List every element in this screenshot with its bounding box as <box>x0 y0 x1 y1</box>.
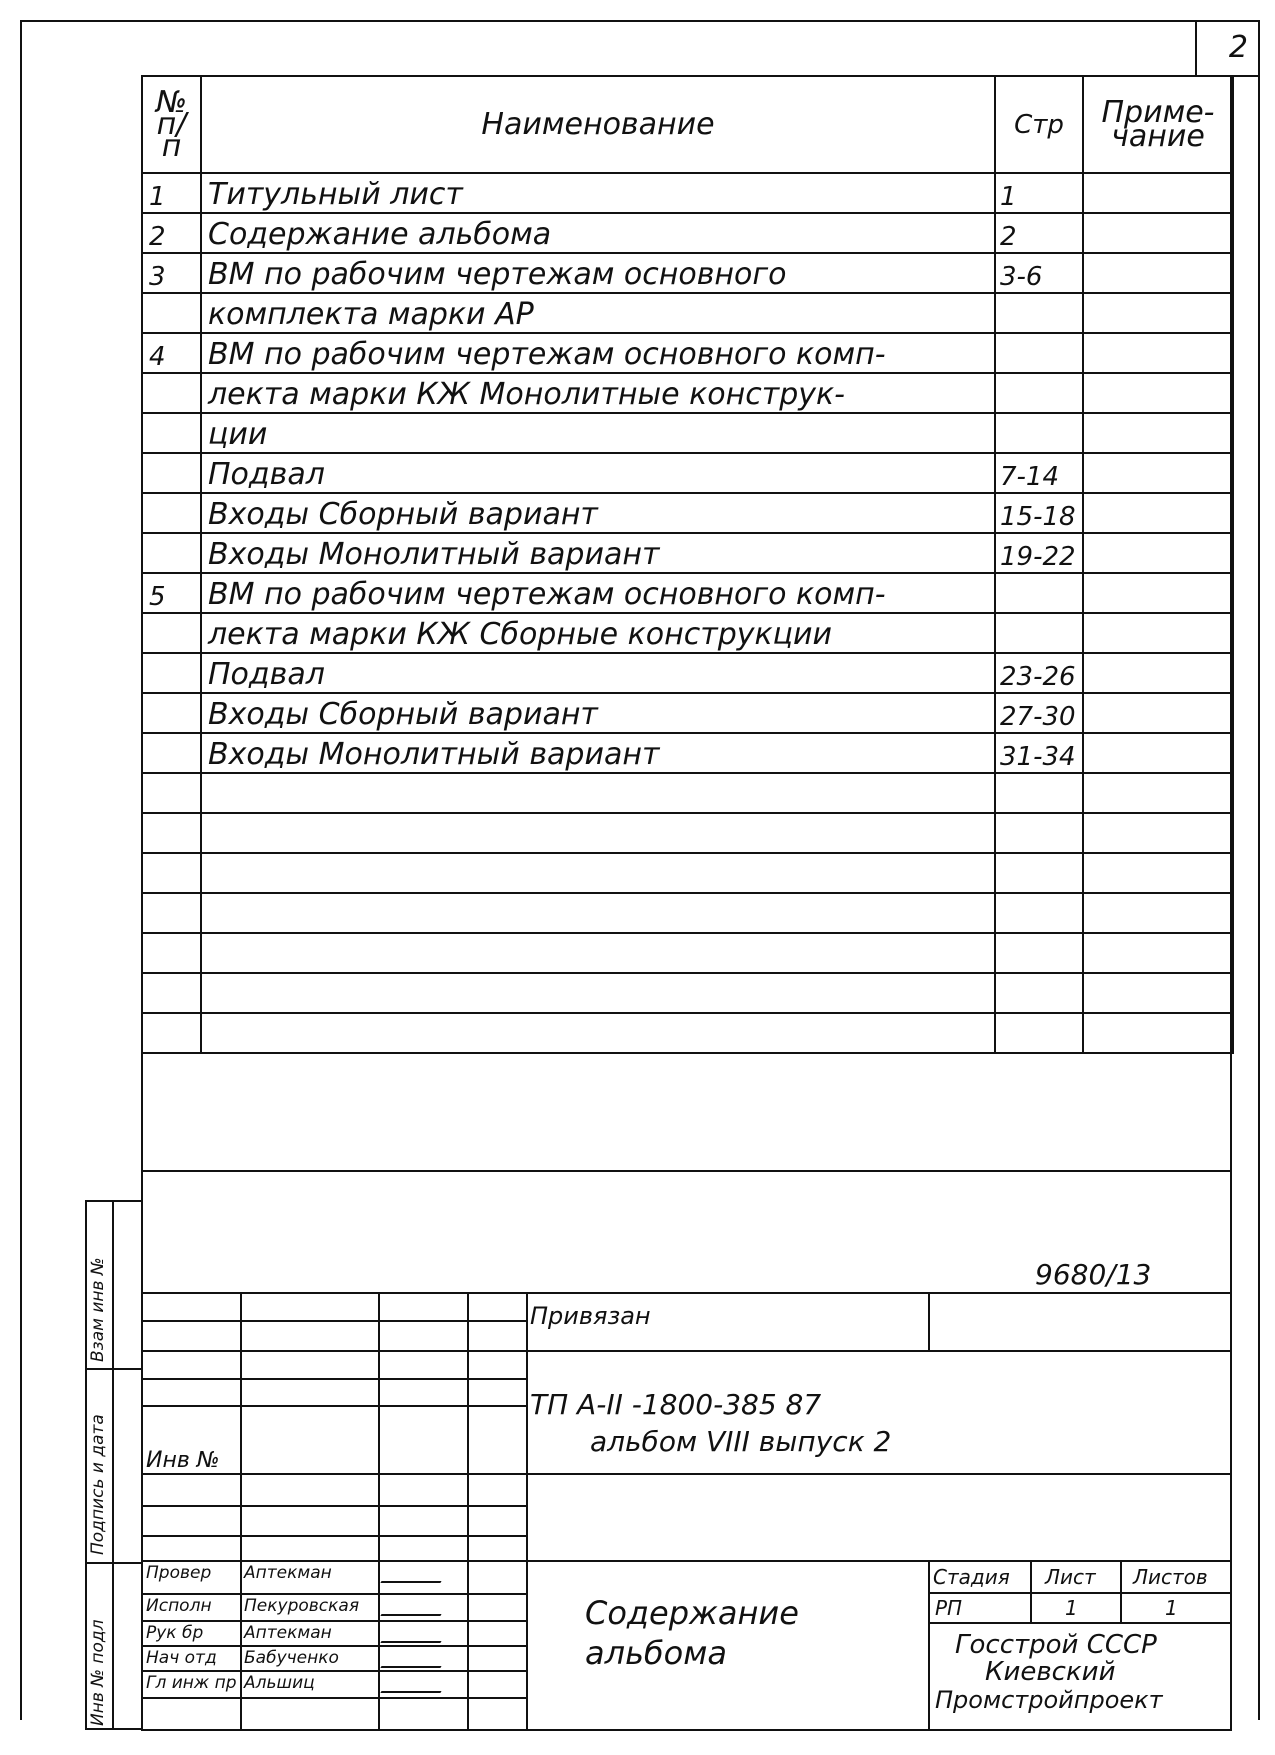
table-row <box>142 533 1233 573</box>
row-name: комплекта марки АР <box>201 293 995 333</box>
signature-role: Рук бр <box>146 1623 204 1643</box>
row-note <box>1083 973 1233 1013</box>
row-name: ВМ по рабочим чертежам основного комп- <box>201 333 995 373</box>
label-inv-replacement: Взам инв № <box>88 1257 108 1362</box>
row-name: Подвал <box>201 653 995 693</box>
doc-number: 9680/13 <box>1035 1258 1152 1291</box>
row-num <box>142 693 201 733</box>
signature-scribble-icon <box>380 1600 449 1616</box>
stage-value: РП <box>935 1596 963 1620</box>
org-line-2: Киевский <box>985 1657 1116 1687</box>
tb-v-5 <box>928 1292 930 1350</box>
row-num <box>142 653 201 693</box>
signature-name: Альшиц <box>244 1673 315 1693</box>
row-note <box>1083 293 1233 333</box>
table-row <box>142 573 1233 613</box>
row-name: Содержание альбома <box>201 213 995 253</box>
table-row <box>142 173 1233 213</box>
row-page <box>995 293 1083 333</box>
table-row <box>142 773 1233 813</box>
row-name: Входы Монолитный вариант <box>201 733 995 773</box>
row-name: ВМ по рабочим чертежам основного комп- <box>201 573 995 613</box>
row-page <box>995 333 1083 373</box>
sheet-label: Лист <box>1045 1565 1096 1589</box>
row-page: 15-18 <box>995 493 1083 533</box>
row-num <box>142 933 201 973</box>
table-row <box>142 733 1233 773</box>
label-sign-date: Подпись и дата <box>88 1414 108 1555</box>
row-name: Входы Сборный вариант <box>201 493 995 533</box>
table-row <box>142 613 1233 653</box>
row-num <box>142 453 201 493</box>
row-num <box>142 893 201 933</box>
signature-role: Нач отд <box>146 1648 217 1668</box>
tb-v-1 <box>240 1292 242 1731</box>
org-line-1: Госстрой СССР <box>955 1630 1157 1660</box>
side-divider-1 <box>85 1368 143 1370</box>
row-num: 5 <box>142 573 201 613</box>
table-row <box>142 973 1233 1013</box>
row-note <box>1083 733 1233 773</box>
tb-v-stage-2 <box>1120 1560 1122 1622</box>
label-inv-original: Инв № подл <box>88 1619 108 1726</box>
row-name <box>201 813 995 853</box>
header-name: Наименование <box>201 76 995 173</box>
sheet-value: 1 <box>1065 1596 1078 1620</box>
row-page: 23-26 <box>995 653 1083 693</box>
row-num <box>142 773 201 813</box>
signature-scribble-icon <box>380 1567 449 1583</box>
row-page <box>995 853 1083 893</box>
table-row <box>142 413 1233 453</box>
row-name: Входы Сборный вариант <box>201 693 995 733</box>
album-line: альбом VIII выпуск 2 <box>590 1425 892 1458</box>
row-num <box>142 853 201 893</box>
table-row <box>142 373 1233 413</box>
row-note <box>1083 333 1233 373</box>
table-row <box>142 493 1233 533</box>
frame-top-line <box>20 20 1260 22</box>
table-row <box>142 653 1233 693</box>
table-row <box>142 293 1233 333</box>
row-page: 3-6 <box>995 253 1083 293</box>
table-row <box>142 693 1233 733</box>
row-name <box>201 853 995 893</box>
row-note <box>1083 493 1233 533</box>
row-note <box>1083 453 1233 493</box>
row-name: Подвал <box>201 453 995 493</box>
table-row <box>142 253 1233 293</box>
row-page <box>995 373 1083 413</box>
table-header-row <box>142 76 1233 173</box>
tb-h-6 <box>141 1473 1232 1475</box>
table-row <box>142 453 1233 493</box>
tb-h-stage-2 <box>928 1622 1232 1624</box>
row-note <box>1083 653 1233 693</box>
row-name <box>201 1013 995 1053</box>
row-num <box>142 373 201 413</box>
row-num: 1 <box>142 173 201 213</box>
tb-v-4 <box>526 1292 528 1731</box>
row-note <box>1083 693 1233 733</box>
table-row <box>142 933 1233 973</box>
signature-role: Исполн <box>146 1596 212 1616</box>
signature-name: Пекуровская <box>244 1596 360 1616</box>
contents-table <box>141 75 1234 1054</box>
row-name: лекта марки КЖ Сборные конструкции <box>201 613 995 653</box>
row-num: 2 <box>142 213 201 253</box>
row-page: 7-14 <box>995 453 1083 493</box>
row-num <box>142 293 201 333</box>
row-page: 31-34 <box>995 733 1083 773</box>
row-note <box>1083 613 1233 653</box>
signature-scribble-icon <box>380 1627 449 1643</box>
signature-role: Гл инж пр <box>146 1673 237 1693</box>
row-page <box>995 893 1083 933</box>
row-note <box>1083 773 1233 813</box>
row-num <box>142 1013 201 1053</box>
table-row <box>142 1013 1233 1053</box>
tb-h-1 <box>141 1292 1232 1294</box>
row-num <box>142 533 201 573</box>
row-num <box>142 813 201 853</box>
row-page: 1 <box>995 173 1083 213</box>
org-line-3: Промстройпроект <box>935 1686 1163 1714</box>
sheets-value: 1 <box>1165 1596 1178 1620</box>
inv-label: Инв № <box>146 1448 220 1473</box>
row-note <box>1083 373 1233 413</box>
tb-v-2 <box>378 1292 380 1731</box>
row-name: ции <box>201 413 995 453</box>
row-name: ВМ по рабочим чертежам основного <box>201 253 995 293</box>
row-page <box>995 573 1083 613</box>
row-page: 19-22 <box>995 533 1083 573</box>
row-name: лекта марки КЖ Монолитные конструк- <box>201 373 995 413</box>
attached-label: Привязан <box>530 1302 651 1330</box>
row-page: 2 <box>995 213 1083 253</box>
row-note <box>1083 413 1233 453</box>
row-note <box>1083 253 1233 293</box>
tb-v-stage-1 <box>1030 1560 1032 1622</box>
row-page <box>995 933 1083 973</box>
row-page <box>995 813 1083 853</box>
signature-role: Провер <box>146 1563 212 1583</box>
signature-scribble-icon <box>380 1677 449 1693</box>
signature-name: Аптекман <box>244 1623 332 1643</box>
row-num: 3 <box>142 253 201 293</box>
row-num <box>142 613 201 653</box>
row-note <box>1083 533 1233 573</box>
signature-scribble-icon <box>380 1652 449 1668</box>
row-note <box>1083 213 1233 253</box>
row-name: Входы Монолитный вариант <box>201 533 995 573</box>
sheet-number: 2 <box>1228 30 1248 65</box>
row-note <box>1083 1013 1233 1053</box>
signature-name: Бабученко <box>244 1648 339 1668</box>
row-note <box>1083 933 1233 973</box>
tb-v-6 <box>928 1560 930 1731</box>
tb-h-9 <box>141 1560 1232 1562</box>
row-num <box>142 493 201 533</box>
table-row <box>142 213 1233 253</box>
row-page <box>995 973 1083 1013</box>
project-code: ТП А-II -1800-385 87 <box>530 1388 822 1421</box>
row-num <box>142 413 201 453</box>
row-note <box>1083 813 1233 853</box>
row-name <box>201 773 995 813</box>
sheets-label: Листов <box>1133 1565 1208 1589</box>
table-row <box>142 333 1233 373</box>
frame-right-line <box>1258 20 1260 1720</box>
row-page <box>995 773 1083 813</box>
tb-h-stage <box>928 1592 1232 1594</box>
table-row <box>142 893 1233 933</box>
row-name <box>201 893 995 933</box>
table-row <box>142 853 1233 893</box>
stage-label: Стадия <box>933 1565 1010 1589</box>
row-num: 4 <box>142 333 201 373</box>
side-divider-2 <box>85 1562 143 1564</box>
row-note <box>1083 173 1233 213</box>
header-page: Стр <box>995 76 1083 173</box>
row-name <box>201 973 995 1013</box>
row-name: Титульный лист <box>201 173 995 213</box>
table-row <box>142 813 1233 853</box>
tb-v-3 <box>467 1292 469 1731</box>
side-divider-v <box>112 1200 114 1730</box>
frame-left-line <box>20 20 22 1720</box>
header-num: № п/п <box>142 76 201 173</box>
row-page <box>995 613 1083 653</box>
tb-h-3 <box>141 1350 1232 1352</box>
row-note <box>1083 853 1233 893</box>
row-page <box>995 413 1083 453</box>
sheet-number-box <box>1195 20 1260 77</box>
sheet-title-line: Содержание альбома <box>585 1594 799 1672</box>
signature-name: Аптекман <box>244 1563 332 1583</box>
row-name <box>201 933 995 973</box>
row-num <box>142 973 201 1013</box>
row-page: 27-30 <box>995 693 1083 733</box>
row-page <box>995 1013 1083 1053</box>
row-num <box>142 733 201 773</box>
row-note <box>1083 893 1233 933</box>
header-note: Приме- чание <box>1083 76 1233 173</box>
row-note <box>1083 573 1233 613</box>
